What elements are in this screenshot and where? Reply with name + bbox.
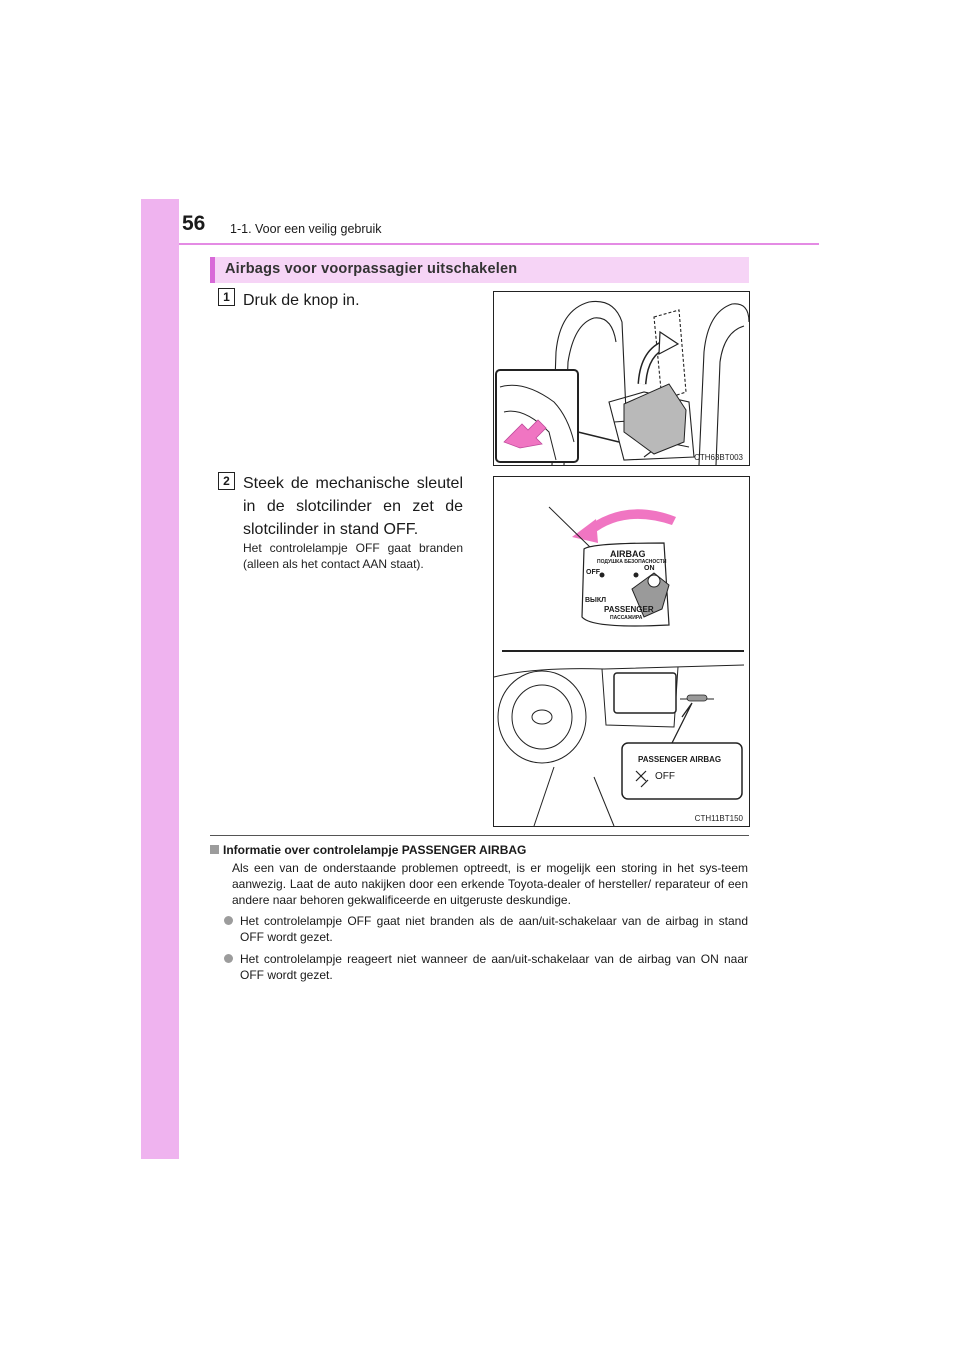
step-number-1: 1 xyxy=(218,288,235,306)
list-item xyxy=(224,951,748,983)
list-item xyxy=(224,913,748,945)
switch-label-off: OFF xyxy=(586,569,600,576)
figure-2-code: CTH11BT150 xyxy=(694,814,743,823)
sidebar-tab xyxy=(141,199,179,1159)
armrest-illustration xyxy=(494,292,749,465)
section-header xyxy=(210,257,749,283)
switch-label-airbag: AIRBAG xyxy=(610,549,646,559)
info-heading-text: Informatie over controlelampje PASSENGER AIRBAG xyxy=(223,843,527,857)
switch-label-ru-top: ПОДУШКА БЕЗОПАСНОСТИ xyxy=(597,559,667,565)
switch-label-ru-bottom: ПАССАЖИРА xyxy=(610,615,643,621)
step-number-2: 2 xyxy=(218,472,235,490)
chapter-title: 1-1. Voor een veilig gebruik xyxy=(230,222,382,236)
circle-bullet-icon xyxy=(224,954,233,963)
list-item-text: Het controlelampje reageert niet wanneer de aan/uit-schakelaar van de airbag van ON naar OFF wordt gezet. xyxy=(240,952,748,982)
circle-bullet-icon xyxy=(224,916,233,925)
step-2-note: Het controlelampje OFF gaat branden (alleen als het contact AAN staat). xyxy=(243,541,463,571)
figure-armrest-button xyxy=(493,291,750,466)
header-divider xyxy=(179,243,819,245)
key-switch-illustration xyxy=(494,477,749,826)
step-1-text: Druk de knop in. xyxy=(243,292,360,309)
info-heading xyxy=(210,843,526,857)
square-bullet-icon xyxy=(210,845,219,854)
page-number: 56 xyxy=(182,212,206,235)
switch-label-vykl: ВЫКЛ xyxy=(585,597,607,604)
info-divider xyxy=(210,835,749,836)
section-title: Airbags voor voorpassagier uitschakelen xyxy=(225,261,518,277)
indicator-state: OFF xyxy=(655,771,675,782)
figure-key-switch xyxy=(493,476,750,827)
step-2-text: Steek de mechanische sleutel in de slotcilinder en zet de slotcilinder in stand OFF. xyxy=(243,475,463,538)
switch-label-passenger: PASSENGER xyxy=(604,605,654,614)
figure-1-code: CTH63BT003 xyxy=(694,453,743,462)
info-body: Als een van de onderstaande problemen optreedt, is er mogelijk een storing in het sys-teem aanwezig. Laat de auto nakijken door een erkende Toyota-dealer of hersteller/ reparateur of een andere naar behoren gekwalificeerde en uitgeruste deskundige. xyxy=(232,861,748,907)
list-item-text: Het controlelampje OFF gaat niet branden als de aan/uit-schakelaar van de airbag in stand OFF wordt gezet. xyxy=(240,914,748,944)
switch-label-on: ON xyxy=(644,565,655,572)
indicator-label: PASSENGER AIRBAG xyxy=(638,755,722,764)
section-header-accent xyxy=(210,257,215,283)
